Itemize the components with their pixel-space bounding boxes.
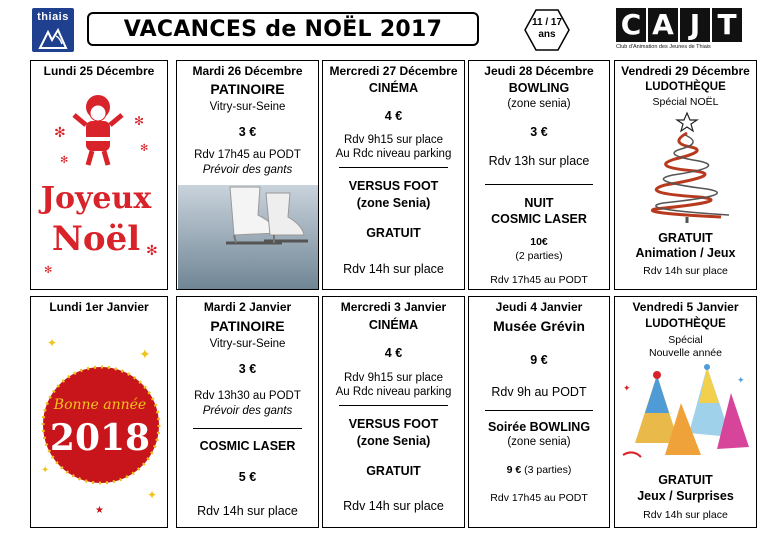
day-title: Mercredi 27 Décembre xyxy=(329,64,458,78)
svg-text:✦: ✦ xyxy=(147,488,158,502)
meeting-info: Rdv 9h15 sur place xyxy=(343,134,444,146)
page-title: VACANCES de NOËL 2017 xyxy=(87,12,479,46)
age-unit: ans xyxy=(538,29,556,40)
activity-price: 3 € xyxy=(238,125,257,139)
day-card-mercredi-3 xyxy=(322,296,465,528)
day-title: Mardi 2 Janvier xyxy=(203,300,292,314)
activity-price-2-line xyxy=(469,464,609,476)
separator xyxy=(485,410,593,411)
bonne-annee-image xyxy=(35,323,165,523)
meeting-info-2: Rdv 14h sur place xyxy=(343,262,444,276)
separator xyxy=(485,184,593,185)
activity-detail: Animation / Jeux xyxy=(635,246,736,260)
activity-subtitle-2: Nouvelle année xyxy=(649,347,722,359)
svg-text:✦: ✦ xyxy=(737,375,745,385)
activity-place: Vitry-sur-Seine xyxy=(209,338,286,350)
activity-price-note: (2 parties) xyxy=(515,250,563,262)
activity-name: BOWLING xyxy=(508,81,570,95)
day-card-vendredi-29 xyxy=(614,60,757,290)
activity-name: LUDOTHÈQUE xyxy=(645,81,726,93)
svg-text:★: ★ xyxy=(95,505,104,516)
activity-detail: Jeux / Surprises xyxy=(637,489,734,503)
ice-skates-image xyxy=(178,185,318,290)
activity-price: GRATUIT xyxy=(658,473,713,487)
age-range: 11 / 17 xyxy=(531,17,563,28)
image-text-2018: 2018 xyxy=(49,417,151,459)
meeting-location: Au Rdc niveau parking xyxy=(335,386,452,398)
logo-letter: A xyxy=(648,8,678,42)
activity-name: CINÉMA xyxy=(368,318,419,332)
activity-price: 4 € xyxy=(384,346,403,360)
activity-name-2b: COSMIC LASER xyxy=(491,212,587,226)
svg-text:✦: ✦ xyxy=(623,383,631,393)
day-card-jeudi-28 xyxy=(468,60,610,290)
activity-subtitle: Spécial NOËL xyxy=(652,96,719,108)
separator xyxy=(339,405,448,406)
activity-name: PATINOIRE xyxy=(210,81,285,97)
activity-name: CINÉMA xyxy=(368,81,419,95)
svg-text:✻: ✻ xyxy=(44,265,53,276)
activity-name-2: COSMIC LASER xyxy=(199,439,296,453)
logo-letter: C xyxy=(616,8,646,42)
cajt-logo xyxy=(616,8,742,54)
separator xyxy=(193,428,302,429)
svg-text:✦: ✦ xyxy=(139,346,151,362)
meeting-info-2: Rdv 14h sur place xyxy=(197,504,298,518)
day-card-mardi-26 xyxy=(176,60,319,290)
activity-name-2: VERSUS FOOT xyxy=(348,417,439,431)
activity-price-2: 10€ xyxy=(530,236,548,248)
day-card-vendredi-5 xyxy=(614,296,757,528)
meeting-info: Rdv 13h30 au PODT xyxy=(194,390,301,402)
ice-skates-icon xyxy=(178,185,318,290)
svg-text:✻: ✻ xyxy=(54,124,66,140)
activity-note: Prévoir des gants xyxy=(202,405,293,417)
activity-subtitle-1: Spécial xyxy=(668,334,703,346)
party-hats-image xyxy=(621,363,751,463)
day-card-lundi-1 xyxy=(30,296,168,528)
day-title: Lundi 1er Janvier xyxy=(49,300,149,314)
thiais-logo xyxy=(32,8,74,52)
meeting-info: Rdv 9h15 sur place xyxy=(343,372,444,384)
activity-place: Vitry-sur-Seine xyxy=(209,101,286,113)
activity-name: Musée Grévin xyxy=(493,318,585,334)
activity-place-2: (zone Senia) xyxy=(356,196,431,210)
christmas-tree-icon xyxy=(629,109,745,225)
svg-text:✻: ✻ xyxy=(134,114,145,128)
day-title: Vendredi 5 Janvier xyxy=(632,300,739,314)
activity-note: Prévoir des gants xyxy=(202,164,293,176)
activity-price: 9 € xyxy=(530,353,548,367)
logo-letter: T xyxy=(712,8,742,42)
day-title: Mardi 26 Décembre xyxy=(192,64,303,78)
activity-price-2: GRATUIT xyxy=(366,226,421,240)
age-badge xyxy=(524,8,570,52)
thiais-logo-text: thiais xyxy=(37,11,69,23)
christmas-tree-image xyxy=(629,109,745,225)
svg-text:✦: ✦ xyxy=(41,465,50,476)
meeting-location: Au Rdc niveau parking xyxy=(335,148,452,160)
meeting-info: Rdv 17h45 au PODT xyxy=(194,149,301,161)
day-card-mercredi-27 xyxy=(322,60,465,290)
activity-price: 3 € xyxy=(238,362,257,376)
cajt-logo-subtitle: Club d'Animation des Jeunes de Thiais xyxy=(616,44,711,50)
svg-text:✻: ✻ xyxy=(140,143,149,154)
day-title: Jeudi 4 Janvier xyxy=(495,300,583,314)
logo-letter: J xyxy=(680,8,710,42)
activity-price-note: (3 parties) xyxy=(524,464,572,476)
day-title: Lundi 25 Décembre xyxy=(43,64,155,78)
separator xyxy=(339,167,448,168)
meeting-info-2: Rdv 17h45 au PODT xyxy=(490,274,588,286)
activity-price-2: GRATUIT xyxy=(366,464,421,478)
svg-text:✻: ✻ xyxy=(60,155,69,166)
thiais-emblem-icon xyxy=(38,26,68,50)
joyeux-noel-image xyxy=(36,85,162,285)
activity-price-2: 5 € xyxy=(238,470,257,484)
party-hats-icon xyxy=(621,363,751,463)
activity-place-2: (zone senia) xyxy=(507,436,571,448)
meeting-info: Rdv 14h sur place xyxy=(643,509,728,521)
meeting-info: Rdv 13h sur place xyxy=(488,154,590,168)
activity-name: LUDOTHÈQUE xyxy=(645,318,726,330)
activity-name-2a: NUIT xyxy=(524,196,554,210)
day-title: Jeudi 28 Décembre xyxy=(484,64,594,78)
meeting-info: Rdv 9h au PODT xyxy=(491,385,587,399)
activity-place-2: (zone Senia) xyxy=(356,434,431,448)
activity-name: PATINOIRE xyxy=(210,318,285,334)
meeting-info: Rdv 14h sur place xyxy=(643,265,728,277)
activity-name-2: Soirée BOWLING xyxy=(487,420,591,434)
day-card-jeudi-4 xyxy=(468,296,610,528)
image-text-joyeux: Joyeux xyxy=(40,181,152,216)
day-card-mardi-2 xyxy=(176,296,319,528)
day-card-lundi-25 xyxy=(30,60,168,290)
svg-text:✦: ✦ xyxy=(47,336,58,350)
image-text-noel: Noël xyxy=(51,219,141,259)
day-title: Mercredi 3 Janvier xyxy=(340,300,447,314)
activity-price: 4 € xyxy=(384,109,403,123)
activity-name-2: VERSUS FOOT xyxy=(348,179,439,193)
activity-price: 3 € xyxy=(530,125,548,139)
activity-place: (zone senia) xyxy=(507,98,571,110)
meeting-info-2: Rdv 17h45 au PODT xyxy=(490,492,588,504)
meeting-info-2: Rdv 14h sur place xyxy=(343,499,444,513)
activity-price: GRATUIT xyxy=(658,231,713,245)
svg-text:✻: ✻ xyxy=(146,242,158,258)
image-text-bonne-annee: Bonne année xyxy=(53,397,147,413)
day-title: Vendredi 29 Décembre xyxy=(621,64,750,78)
activity-price-2: 9 € xyxy=(506,464,522,476)
